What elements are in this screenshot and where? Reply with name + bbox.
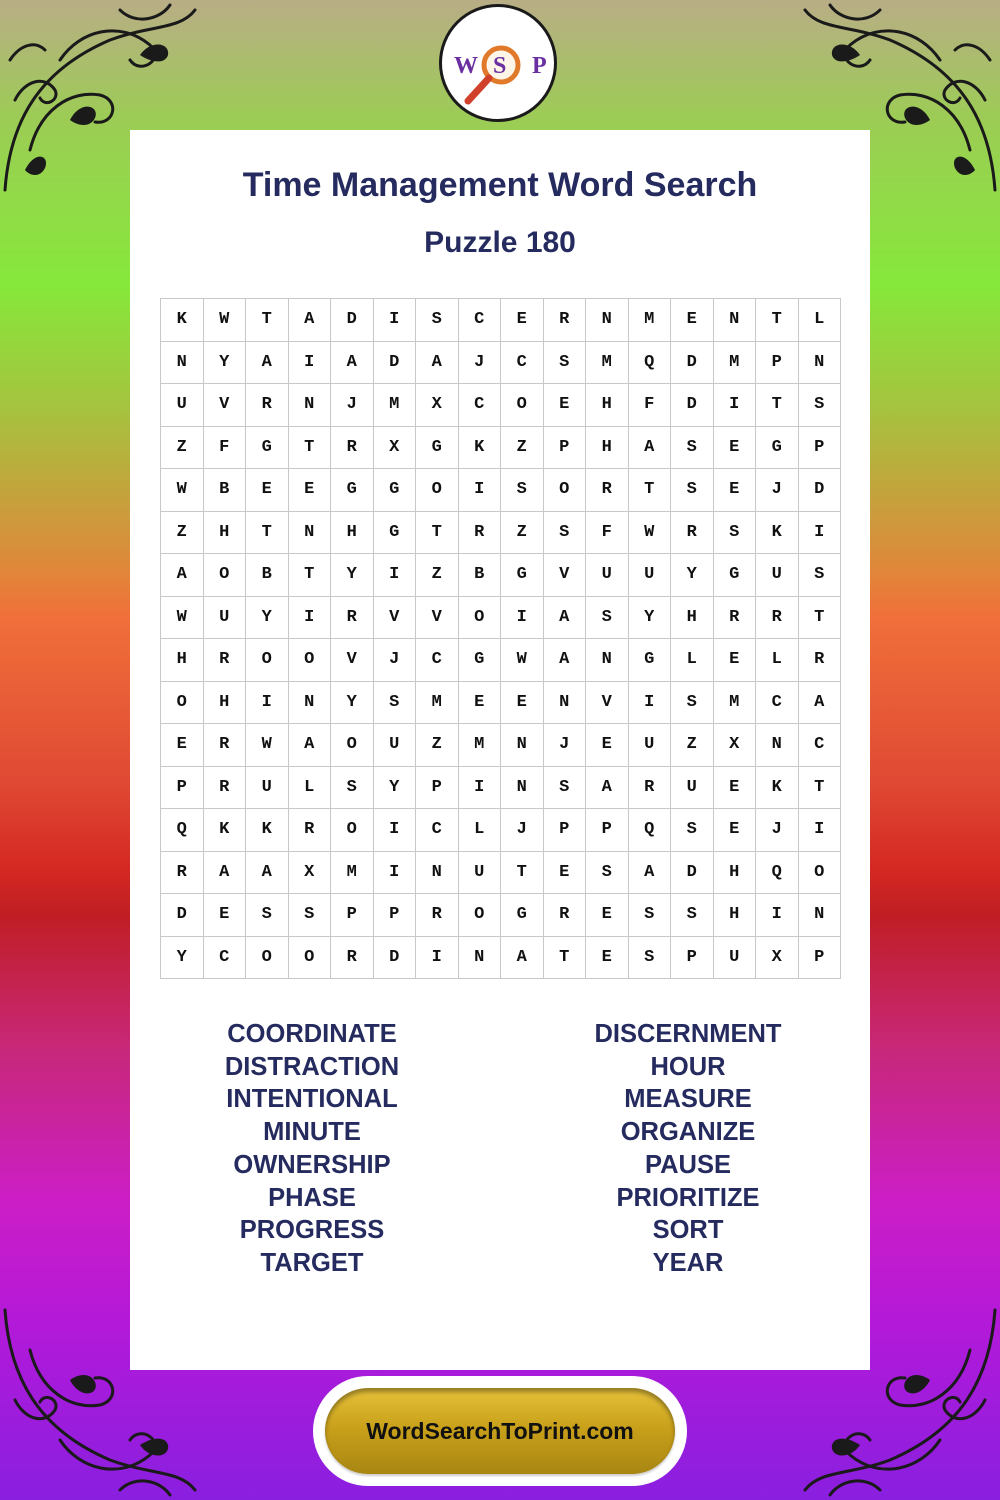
grid-cell[interactable]: M: [416, 682, 459, 725]
grid-cell[interactable]: G: [416, 427, 459, 470]
grid-cell[interactable]: W: [204, 299, 247, 342]
word-list-item: ORGANIZE: [620, 1118, 756, 1147]
grid-cell[interactable]: O: [331, 809, 374, 852]
grid-cell[interactable]: N: [544, 682, 587, 725]
grid-cell[interactable]: O: [501, 384, 544, 427]
grid-cell[interactable]: I: [799, 512, 842, 555]
grid-cell[interactable]: K: [204, 809, 247, 852]
grid-cell[interactable]: O: [799, 852, 842, 895]
grid-cell[interactable]: N: [501, 724, 544, 767]
grid-cell[interactable]: L: [459, 809, 502, 852]
grid-cell[interactable]: O: [289, 639, 332, 682]
page-title: Time Management Word Search: [242, 166, 758, 204]
grid-cell[interactable]: R: [331, 597, 374, 640]
word-list-right: [538, 1018, 838, 1280]
grid-cell[interactable]: Z: [671, 724, 714, 767]
grid-cell[interactable]: E: [544, 852, 587, 895]
grid-cell[interactable]: S: [416, 299, 459, 342]
grid-cell[interactable]: M: [629, 299, 672, 342]
grid-cell[interactable]: S: [629, 937, 672, 980]
grid-cell[interactable]: A: [544, 639, 587, 682]
word-list-item: COORDINATE: [227, 1020, 397, 1048]
grid-cell[interactable]: S: [671, 682, 714, 725]
grid-cell[interactable]: S: [799, 554, 842, 597]
grid-cell[interactable]: K: [756, 512, 799, 555]
word-list-item: PROGRESS: [239, 1216, 385, 1245]
grid-cell[interactable]: V: [204, 384, 247, 427]
grid-cell[interactable]: M: [459, 724, 502, 767]
grid-cell[interactable]: S: [246, 894, 289, 937]
grid-cell[interactable]: R: [246, 384, 289, 427]
grid-cell[interactable]: A: [331, 342, 374, 385]
grid-cell[interactable]: A: [289, 299, 332, 342]
grid-cell[interactable]: A: [289, 724, 332, 767]
grid-cell[interactable]: E: [161, 724, 204, 767]
grid-cell[interactable]: T: [246, 299, 289, 342]
footer-badge: [313, 1376, 687, 1486]
grid-cell[interactable]: D: [671, 852, 714, 895]
grid-cell[interactable]: P: [671, 937, 714, 980]
grid-cell[interactable]: E: [714, 639, 757, 682]
grid-cell[interactable]: C: [204, 937, 247, 980]
grid-cell[interactable]: V: [544, 554, 587, 597]
grid-cell[interactable]: E: [714, 767, 757, 810]
grid-cell[interactable]: S: [331, 767, 374, 810]
grid-cell[interactable]: O: [246, 937, 289, 980]
grid-cell[interactable]: S: [671, 427, 714, 470]
grid-cell[interactable]: H: [204, 682, 247, 725]
grid-cell[interactable]: C: [799, 724, 842, 767]
grid-cell[interactable]: N: [586, 299, 629, 342]
grid-cell[interactable]: T: [756, 384, 799, 427]
grid-cell[interactable]: G: [374, 512, 417, 555]
grid-cell[interactable]: T: [799, 597, 842, 640]
grid-cell[interactable]: T: [289, 554, 332, 597]
grid-cell[interactable]: M: [714, 682, 757, 725]
word-list-item: HOUR: [650, 1052, 726, 1081]
grid-cell[interactable]: R: [544, 299, 587, 342]
grid-cell[interactable]: Y: [629, 597, 672, 640]
grid-cell[interactable]: Q: [161, 809, 204, 852]
grid-cell[interactable]: N: [756, 724, 799, 767]
grid-cell[interactable]: S: [544, 512, 587, 555]
grid-cell[interactable]: P: [161, 767, 204, 810]
grid-cell[interactable]: N: [289, 384, 332, 427]
grid-cell[interactable]: G: [246, 427, 289, 470]
grid-cell[interactable]: F: [586, 512, 629, 555]
grid-cell[interactable]: E: [204, 894, 247, 937]
grid-cell[interactable]: E: [586, 937, 629, 980]
grid-cell[interactable]: C: [459, 299, 502, 342]
grid-cell[interactable]: E: [289, 469, 332, 512]
grid-cell[interactable]: S: [374, 682, 417, 725]
grid-cell[interactable]: C: [416, 809, 459, 852]
grid-cell[interactable]: J: [459, 342, 502, 385]
grid-cell[interactable]: S: [671, 469, 714, 512]
grid-cell[interactable]: J: [756, 809, 799, 852]
grid-cell[interactable]: O: [289, 937, 332, 980]
logo-letter-s: S: [493, 53, 507, 79]
grid-cell[interactable]: I: [459, 767, 502, 810]
grid-cell[interactable]: W: [161, 597, 204, 640]
grid-cell[interactable]: C: [501, 342, 544, 385]
grid-cell[interactable]: M: [331, 852, 374, 895]
grid-cell[interactable]: R: [204, 639, 247, 682]
grid-cell[interactable]: X: [416, 384, 459, 427]
grid-cell[interactable]: I: [374, 554, 417, 597]
grid-cell[interactable]: N: [799, 342, 842, 385]
grid-cell[interactable]: I: [374, 852, 417, 895]
grid-cell[interactable]: D: [161, 894, 204, 937]
grid-cell[interactable]: U: [629, 724, 672, 767]
puzzle-number: Puzzle 180: [424, 226, 576, 259]
website-label: WordSearchToPrint.com: [366, 1417, 634, 1444]
grid-cell[interactable]: L: [799, 299, 842, 342]
grid-cell[interactable]: T: [544, 937, 587, 980]
grid-cell[interactable]: T: [289, 427, 332, 470]
grid-cell[interactable]: L: [289, 767, 332, 810]
grid-cell[interactable]: G: [756, 427, 799, 470]
grid-cell[interactable]: S: [799, 384, 842, 427]
word-list-left: [162, 1018, 462, 1280]
grid-cell[interactable]: L: [756, 639, 799, 682]
grid-cell[interactable]: G: [501, 554, 544, 597]
grid-cell[interactable]: A: [246, 852, 289, 895]
grid-cell[interactable]: Q: [756, 852, 799, 895]
grid-cell[interactable]: B: [204, 469, 247, 512]
grid-cell[interactable]: R: [544, 894, 587, 937]
grid-cell[interactable]: T: [246, 512, 289, 555]
grid-cell[interactable]: Z: [416, 724, 459, 767]
grid-cell[interactable]: F: [204, 427, 247, 470]
grid-cell[interactable]: R: [204, 767, 247, 810]
grid-cell[interactable]: S: [714, 512, 757, 555]
grid-cell[interactable]: Y: [161, 937, 204, 980]
grid-cell[interactable]: E: [586, 894, 629, 937]
grid-cell[interactable]: R: [629, 767, 672, 810]
grid-cell[interactable]: R: [586, 469, 629, 512]
grid-cell[interactable]: T: [629, 469, 672, 512]
grid-cell[interactable]: K: [246, 809, 289, 852]
website-button[interactable]: [325, 1388, 675, 1474]
grid-cell[interactable]: S: [289, 894, 332, 937]
word-list-item: DISCERNMENT: [594, 1020, 782, 1048]
grid-cell[interactable]: R: [799, 639, 842, 682]
grid-cell[interactable]: E: [714, 427, 757, 470]
grid-cell[interactable]: U: [246, 767, 289, 810]
grid-cell[interactable]: W: [246, 724, 289, 767]
grid-cell[interactable]: R: [331, 937, 374, 980]
grid-cell[interactable]: U: [671, 767, 714, 810]
grid-cell[interactable]: J: [501, 809, 544, 852]
grid-cell[interactable]: S: [544, 767, 587, 810]
grid-cell[interactable]: P: [544, 809, 587, 852]
grid-cell[interactable]: I: [756, 894, 799, 937]
grid-cell[interactable]: Y: [671, 554, 714, 597]
grid-cell[interactable]: U: [204, 597, 247, 640]
grid-cell[interactable]: S: [629, 894, 672, 937]
grid-cell[interactable]: U: [629, 554, 672, 597]
grid-cell[interactable]: V: [416, 597, 459, 640]
grid-cell[interactable]: P: [586, 809, 629, 852]
grid-cell[interactable]: H: [161, 639, 204, 682]
grid-cell[interactable]: N: [289, 512, 332, 555]
grid-cell[interactable]: J: [544, 724, 587, 767]
grid-cell[interactable]: A: [501, 937, 544, 980]
grid-cell[interactable]: R: [671, 512, 714, 555]
logo-letter-p: P: [532, 53, 547, 79]
grid-cell[interactable]: P: [331, 894, 374, 937]
grid-cell[interactable]: A: [416, 342, 459, 385]
word-list-item: PAUSE: [645, 1150, 731, 1179]
grid-cell[interactable]: Q: [629, 342, 672, 385]
grid-cell[interactable]: A: [544, 597, 587, 640]
grid-cell[interactable]: O: [459, 894, 502, 937]
grid-cell[interactable]: N: [799, 894, 842, 937]
grid-cell[interactable]: J: [331, 384, 374, 427]
grid-cell[interactable]: U: [586, 554, 629, 597]
grid-cell[interactable]: Q: [629, 809, 672, 852]
grid-cell[interactable]: I: [629, 682, 672, 725]
grid-cell[interactable]: I: [714, 384, 757, 427]
grid-cell[interactable]: M: [586, 342, 629, 385]
grid-cell[interactable]: I: [374, 299, 417, 342]
grid-cell[interactable]: R: [714, 597, 757, 640]
grid-cell[interactable]: H: [331, 512, 374, 555]
grid-cell[interactable]: H: [671, 597, 714, 640]
grid-cell[interactable]: E: [459, 682, 502, 725]
grid-cell[interactable]: G: [331, 469, 374, 512]
grid-cell[interactable]: Y: [331, 554, 374, 597]
grid-cell[interactable]: U: [161, 384, 204, 427]
wsp-logo[interactable]: [439, 4, 557, 122]
grid-cell[interactable]: P: [416, 767, 459, 810]
grid-cell[interactable]: D: [374, 342, 417, 385]
grid-cell[interactable]: N: [714, 299, 757, 342]
grid-cell[interactable]: M: [374, 384, 417, 427]
grid-cell[interactable]: A: [246, 342, 289, 385]
grid-cell[interactable]: T: [799, 767, 842, 810]
grid-cell[interactable]: A: [204, 852, 247, 895]
grid-cell[interactable]: O: [459, 597, 502, 640]
grid-cell[interactable]: I: [374, 809, 417, 852]
grid-cell[interactable]: Y: [331, 682, 374, 725]
grid-cell[interactable]: L: [671, 639, 714, 682]
grid-cell[interactable]: U: [374, 724, 417, 767]
word-list-item: TARGET: [260, 1248, 364, 1277]
grid-cell[interactable]: X: [374, 427, 417, 470]
logo-letter-w: W: [454, 53, 478, 79]
grid-cell[interactable]: V: [586, 682, 629, 725]
grid-cell[interactable]: H: [714, 852, 757, 895]
grid-cell[interactable]: M: [714, 342, 757, 385]
grid-cell[interactable]: N: [289, 682, 332, 725]
grid-cell[interactable]: T: [501, 852, 544, 895]
puzzle-card: [130, 130, 870, 1370]
grid-cell[interactable]: G: [374, 469, 417, 512]
grid-cell[interactable]: I: [289, 597, 332, 640]
grid-cell[interactable]: C: [459, 384, 502, 427]
grid-cell[interactable]: S: [671, 894, 714, 937]
word-list-item: PRIORITIZE: [616, 1183, 760, 1212]
grid-cell[interactable]: D: [374, 937, 417, 980]
grid-cell[interactable]: A: [629, 852, 672, 895]
grid-cell[interactable]: I: [289, 342, 332, 385]
grid-cell[interactable]: H: [586, 384, 629, 427]
grid-cell[interactable]: Y: [246, 597, 289, 640]
grid-cell[interactable]: O: [204, 554, 247, 597]
grid-cell[interactable]: J: [374, 639, 417, 682]
grid-cell[interactable]: C: [756, 682, 799, 725]
grid-cell[interactable]: T: [416, 512, 459, 555]
grid-cell[interactable]: T: [756, 299, 799, 342]
grid-cell[interactable]: E: [714, 469, 757, 512]
grid-cell[interactable]: R: [331, 427, 374, 470]
grid-cell[interactable]: G: [459, 639, 502, 682]
grid-cell[interactable]: G: [629, 639, 672, 682]
grid-cell[interactable]: R: [161, 852, 204, 895]
grid-cell[interactable]: I: [799, 809, 842, 852]
grid-cell[interactable]: I: [246, 682, 289, 725]
grid-cell[interactable]: F: [629, 384, 672, 427]
grid-cell[interactable]: N: [586, 639, 629, 682]
grid-cell[interactable]: S: [501, 469, 544, 512]
grid-cell[interactable]: R: [756, 597, 799, 640]
grid-cell[interactable]: A: [586, 767, 629, 810]
grid-cell[interactable]: X: [289, 852, 332, 895]
grid-cell[interactable]: U: [459, 852, 502, 895]
grid-cell[interactable]: J: [756, 469, 799, 512]
grid-cell[interactable]: P: [799, 427, 842, 470]
grid-cell[interactable]: V: [374, 597, 417, 640]
grid-cell[interactable]: O: [416, 469, 459, 512]
grid-cell[interactable]: V: [331, 639, 374, 682]
grid-cell[interactable]: S: [586, 597, 629, 640]
grid-cell[interactable]: H: [586, 427, 629, 470]
grid-cell[interactable]: O: [331, 724, 374, 767]
grid-cell[interactable]: E: [714, 809, 757, 852]
word-list-item: DISTRACTION: [224, 1052, 400, 1081]
grid-cell[interactable]: H: [204, 512, 247, 555]
grid-cell[interactable]: I: [501, 597, 544, 640]
grid-cell[interactable]: B: [459, 554, 502, 597]
grid-cell[interactable]: O: [544, 469, 587, 512]
grid-cell[interactable]: K: [756, 767, 799, 810]
grid-cell[interactable]: Y: [204, 342, 247, 385]
grid-cell[interactable]: D: [671, 384, 714, 427]
grid-cell[interactable]: Y: [374, 767, 417, 810]
grid-cell[interactable]: K: [161, 299, 204, 342]
grid-cell[interactable]: P: [544, 427, 587, 470]
grid-cell[interactable]: A: [161, 554, 204, 597]
grid-cell[interactable]: D: [799, 469, 842, 512]
grid-cell[interactable]: N: [459, 937, 502, 980]
grid-cell[interactable]: I: [416, 937, 459, 980]
grid-cell[interactable]: E: [501, 682, 544, 725]
grid-cell[interactable]: K: [459, 427, 502, 470]
grid-cell[interactable]: N: [501, 767, 544, 810]
grid-cell[interactable]: Z: [501, 512, 544, 555]
grid-cell[interactable]: W: [629, 512, 672, 555]
grid-cell[interactable]: W: [501, 639, 544, 682]
grid-cell[interactable]: N: [416, 852, 459, 895]
grid-cell[interactable]: A: [799, 682, 842, 725]
grid-cell[interactable]: E: [544, 384, 587, 427]
grid-cell[interactable]: H: [714, 894, 757, 937]
grid-cell[interactable]: E: [246, 469, 289, 512]
grid-cell[interactable]: Z: [416, 554, 459, 597]
word-list-item: MEASURE: [624, 1085, 752, 1114]
grid-cell[interactable]: Z: [501, 427, 544, 470]
grid-cell[interactable]: E: [586, 724, 629, 767]
grid-cell[interactable]: U: [714, 937, 757, 980]
grid-cell[interactable]: X: [714, 724, 757, 767]
grid-cell[interactable]: Z: [161, 512, 204, 555]
grid-cell[interactable]: D: [331, 299, 374, 342]
grid-cell[interactable]: R: [416, 894, 459, 937]
word-list-item: OWNERSHIP: [233, 1150, 391, 1179]
grid-cell[interactable]: I: [459, 469, 502, 512]
word-list-item: YEAR: [652, 1248, 724, 1277]
letter-grid: [160, 298, 841, 979]
grid-cell[interactable]: P: [756, 342, 799, 385]
grid-cell[interactable]: O: [246, 639, 289, 682]
grid-cell[interactable]: E: [671, 299, 714, 342]
grid-cell[interactable]: G: [714, 554, 757, 597]
grid-cell[interactable]: D: [671, 342, 714, 385]
grid-cell[interactable]: P: [374, 894, 417, 937]
grid-cell[interactable]: C: [416, 639, 459, 682]
grid-cell[interactable]: S: [671, 809, 714, 852]
grid-cell[interactable]: S: [544, 342, 587, 385]
grid-cell[interactable]: B: [246, 554, 289, 597]
grid-cell[interactable]: X: [756, 937, 799, 980]
grid-cell[interactable]: P: [799, 937, 842, 980]
word-list-item: PHASE: [268, 1183, 356, 1212]
grid-cell[interactable]: R: [289, 809, 332, 852]
word-list-item: SORT: [652, 1216, 724, 1245]
grid-cell[interactable]: R: [204, 724, 247, 767]
grid-cell[interactable]: N: [161, 342, 204, 385]
grid-cell[interactable]: G: [501, 894, 544, 937]
word-list-item: MINUTE: [263, 1118, 361, 1147]
grid-cell[interactable]: S: [586, 852, 629, 895]
grid-cell[interactable]: A: [629, 427, 672, 470]
word-list-item: INTENTIONAL: [226, 1085, 398, 1114]
grid-cell[interactable]: U: [756, 554, 799, 597]
grid-cell[interactable]: O: [161, 682, 204, 725]
grid-cell[interactable]: Z: [161, 427, 204, 470]
grid-cell[interactable]: E: [501, 299, 544, 342]
grid-cell[interactable]: W: [161, 469, 204, 512]
grid-cell[interactable]: R: [459, 512, 502, 555]
